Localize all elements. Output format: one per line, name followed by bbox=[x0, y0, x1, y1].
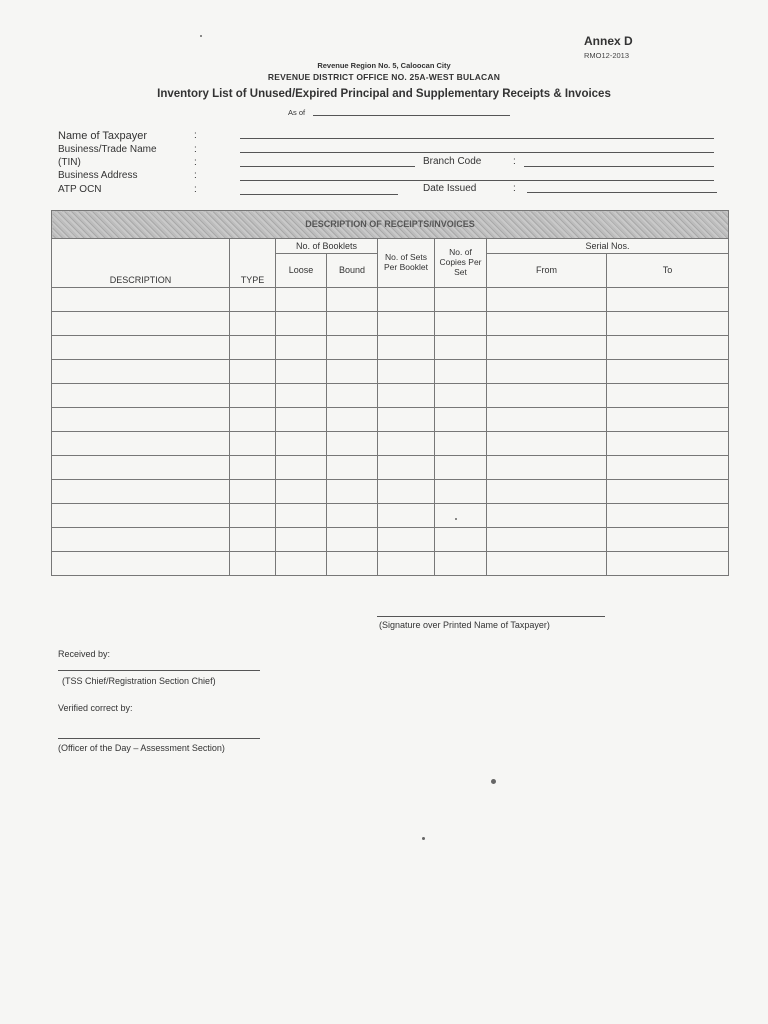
table-cell[interactable] bbox=[327, 480, 378, 504]
table-cell[interactable] bbox=[52, 480, 230, 504]
name-of-taxpayer-field[interactable] bbox=[240, 138, 714, 139]
table-cell[interactable] bbox=[435, 288, 487, 312]
table-cell[interactable] bbox=[276, 480, 327, 504]
table-cell[interactable] bbox=[276, 288, 327, 312]
table-cell[interactable] bbox=[276, 384, 327, 408]
inventory-table bbox=[51, 210, 729, 576]
table-cell[interactable] bbox=[607, 432, 729, 456]
table-cell[interactable] bbox=[230, 408, 276, 432]
annex-label: Annex D bbox=[584, 34, 633, 48]
table-cell[interactable] bbox=[276, 336, 327, 360]
table-cell[interactable] bbox=[276, 528, 327, 552]
table-cell[interactable] bbox=[276, 360, 327, 384]
table-cell[interactable] bbox=[607, 288, 729, 312]
received-by-label: Received by: bbox=[58, 649, 111, 659]
received-by-line[interactable] bbox=[58, 670, 260, 671]
table-cell[interactable] bbox=[230, 456, 276, 480]
table-cell[interactable] bbox=[327, 408, 378, 432]
table-cell[interactable] bbox=[487, 504, 607, 528]
table-cell[interactable] bbox=[327, 312, 378, 336]
table-cell[interactable] bbox=[435, 336, 487, 360]
table-cell[interactable] bbox=[276, 312, 327, 336]
verified-by-line[interactable] bbox=[58, 738, 260, 739]
atp-ocn-label: ATP OCN bbox=[58, 184, 102, 195]
table-cell[interactable] bbox=[487, 336, 607, 360]
as-of-label: As of bbox=[288, 108, 306, 117]
table-cell[interactable] bbox=[378, 480, 435, 504]
table-cell[interactable] bbox=[487, 384, 607, 408]
table-cell[interactable] bbox=[378, 408, 435, 432]
table-cell[interactable] bbox=[607, 528, 729, 552]
table-cell[interactable] bbox=[607, 456, 729, 480]
taxpayer-signature-caption: (Signature over Printed Name of Taxpayer) bbox=[379, 620, 550, 630]
verified-by-label: Verified correct by: bbox=[58, 703, 133, 713]
table-row bbox=[52, 360, 729, 384]
table-cell[interactable] bbox=[487, 456, 607, 480]
table-cell[interactable] bbox=[378, 288, 435, 312]
table-cell[interactable] bbox=[276, 456, 327, 480]
table-cell[interactable] bbox=[435, 432, 487, 456]
table-cell[interactable] bbox=[607, 504, 729, 528]
table-cell[interactable] bbox=[607, 384, 729, 408]
table-cell[interactable] bbox=[487, 432, 607, 456]
table-cell[interactable] bbox=[327, 456, 378, 480]
business-name-label: Business/Trade Name bbox=[58, 144, 157, 155]
table-row bbox=[52, 384, 729, 408]
tss-chief-caption: (TSS Chief/Registration Section Chief) bbox=[62, 676, 216, 686]
business-name-field[interactable] bbox=[240, 152, 714, 153]
table-cell[interactable] bbox=[230, 336, 276, 360]
table-cell[interactable] bbox=[52, 528, 230, 552]
scan-speck bbox=[200, 35, 202, 37]
table-cell[interactable] bbox=[230, 480, 276, 504]
revenue-region: Revenue Region No. 5, Caloocan City bbox=[317, 61, 451, 70]
table-cell[interactable] bbox=[487, 408, 607, 432]
table-cell[interactable] bbox=[52, 336, 230, 360]
table-cell[interactable] bbox=[327, 528, 378, 552]
booklets-header: No. of Booklets bbox=[276, 239, 378, 254]
table-cell[interactable] bbox=[276, 408, 327, 432]
name-of-taxpayer-label: Name of Taxpayer bbox=[58, 130, 148, 142]
table-cell[interactable] bbox=[52, 384, 230, 408]
officer-caption: (Officer of the Day – Assessment Section) bbox=[58, 743, 225, 753]
table-row bbox=[52, 312, 729, 336]
table-cell[interactable] bbox=[52, 360, 230, 384]
to-header: To bbox=[607, 254, 729, 288]
table-cell[interactable] bbox=[378, 456, 435, 480]
table-band-header: DESCRIPTION OF RECEIPTS/INVOICES bbox=[52, 211, 729, 239]
table-row bbox=[52, 336, 729, 360]
table-cell[interactable] bbox=[52, 312, 230, 336]
table-cell[interactable] bbox=[230, 288, 276, 312]
table-cell[interactable] bbox=[52, 288, 230, 312]
from-header: From bbox=[487, 254, 607, 288]
table-cell[interactable] bbox=[52, 408, 230, 432]
table-row bbox=[52, 480, 729, 504]
table-cell[interactable] bbox=[327, 504, 378, 528]
table-cell[interactable] bbox=[435, 408, 487, 432]
branch-code-label: Branch Code bbox=[423, 156, 482, 167]
table-cell[interactable] bbox=[52, 456, 230, 480]
table-row bbox=[52, 552, 729, 576]
scan-speck bbox=[491, 779, 496, 784]
table-cell[interactable] bbox=[378, 384, 435, 408]
table-cell[interactable] bbox=[327, 552, 378, 576]
loose-header: Loose bbox=[276, 254, 327, 288]
business-address-field[interactable] bbox=[240, 180, 714, 181]
table-cell[interactable] bbox=[230, 552, 276, 576]
table-row bbox=[52, 408, 729, 432]
table-cell[interactable] bbox=[230, 384, 276, 408]
table-cell[interactable] bbox=[327, 360, 378, 384]
table-row bbox=[52, 456, 729, 480]
copies-per-set-header: No. of Copies Per Set bbox=[435, 239, 487, 288]
table-cell[interactable] bbox=[487, 288, 607, 312]
table-cell[interactable] bbox=[435, 480, 487, 504]
table-cell[interactable] bbox=[487, 312, 607, 336]
table-cell[interactable] bbox=[52, 552, 230, 576]
table-cell[interactable] bbox=[487, 528, 607, 552]
taxpayer-signature-line[interactable] bbox=[377, 616, 605, 617]
table-cell[interactable] bbox=[230, 360, 276, 384]
table-cell[interactable] bbox=[230, 504, 276, 528]
table-cell[interactable] bbox=[327, 432, 378, 456]
table-cell[interactable] bbox=[435, 504, 487, 528]
colon: : bbox=[194, 130, 197, 141]
scan-speck bbox=[422, 837, 425, 840]
table-cell[interactable] bbox=[435, 456, 487, 480]
table-cell[interactable] bbox=[52, 504, 230, 528]
table-cell[interactable] bbox=[607, 408, 729, 432]
serial-nos-header: Serial Nos. bbox=[487, 239, 729, 254]
table-cell[interactable] bbox=[378, 360, 435, 384]
colon: : bbox=[513, 183, 516, 194]
colon: : bbox=[194, 157, 197, 168]
colon: : bbox=[194, 144, 197, 155]
table-cell[interactable] bbox=[276, 552, 327, 576]
table-cell[interactable] bbox=[435, 360, 487, 384]
table-cell[interactable] bbox=[607, 480, 729, 504]
description-header: DESCRIPTION bbox=[52, 239, 230, 288]
table-cell[interactable] bbox=[327, 336, 378, 360]
table-cell[interactable] bbox=[378, 528, 435, 552]
table-cell[interactable] bbox=[327, 384, 378, 408]
table-cell[interactable] bbox=[487, 480, 607, 504]
rmo-number: RMO12-2013 bbox=[584, 51, 630, 60]
atp-ocn-field[interactable] bbox=[240, 194, 398, 195]
table-row bbox=[52, 288, 729, 312]
table-cell[interactable] bbox=[378, 504, 435, 528]
as-of-line[interactable] bbox=[313, 115, 510, 116]
sets-per-booklet-header: No. of Sets Per Booklet bbox=[378, 239, 435, 288]
table-cell[interactable] bbox=[607, 360, 729, 384]
table-cell[interactable] bbox=[487, 552, 607, 576]
colon: : bbox=[194, 184, 197, 195]
tin-label: (TIN) bbox=[58, 157, 81, 168]
table-cell[interactable] bbox=[435, 384, 487, 408]
type-header: TYPE bbox=[230, 239, 276, 288]
bound-header: Bound bbox=[327, 254, 378, 288]
table-cell[interactable] bbox=[327, 288, 378, 312]
tin-field[interactable] bbox=[240, 166, 415, 167]
table-row bbox=[52, 432, 729, 456]
table-cell[interactable] bbox=[378, 552, 435, 576]
table-cell[interactable] bbox=[435, 528, 487, 552]
table-row bbox=[52, 504, 729, 528]
table-cell[interactable] bbox=[230, 432, 276, 456]
table-row bbox=[52, 528, 729, 552]
form-title: Inventory List of Unused/Expired Principal and Supplementary Receipts & Invoices bbox=[157, 88, 611, 100]
table-cell[interactable] bbox=[435, 552, 487, 576]
table-cell[interactable] bbox=[276, 504, 327, 528]
table-cell[interactable] bbox=[378, 312, 435, 336]
table-cell[interactable] bbox=[52, 432, 230, 456]
table-cell[interactable] bbox=[607, 552, 729, 576]
business-address-label: Business Address bbox=[58, 170, 138, 181]
date-issued-label: Date Issued bbox=[423, 183, 477, 194]
table-cell[interactable] bbox=[607, 336, 729, 360]
table-cell[interactable] bbox=[378, 432, 435, 456]
colon: : bbox=[194, 170, 197, 181]
table-cell[interactable] bbox=[378, 336, 435, 360]
table-cell[interactable] bbox=[230, 312, 276, 336]
branch-code-field[interactable] bbox=[524, 166, 714, 167]
scan-speck bbox=[455, 518, 457, 520]
date-issued-field[interactable] bbox=[527, 192, 717, 193]
table-cell[interactable] bbox=[276, 432, 327, 456]
district-office: REVENUE DISTRICT OFFICE NO. 25A-WEST BULACAN bbox=[267, 72, 501, 82]
table-cell[interactable] bbox=[435, 312, 487, 336]
table-cell[interactable] bbox=[230, 528, 276, 552]
table-cell[interactable] bbox=[487, 360, 607, 384]
colon: : bbox=[513, 156, 516, 167]
table-cell[interactable] bbox=[607, 312, 729, 336]
